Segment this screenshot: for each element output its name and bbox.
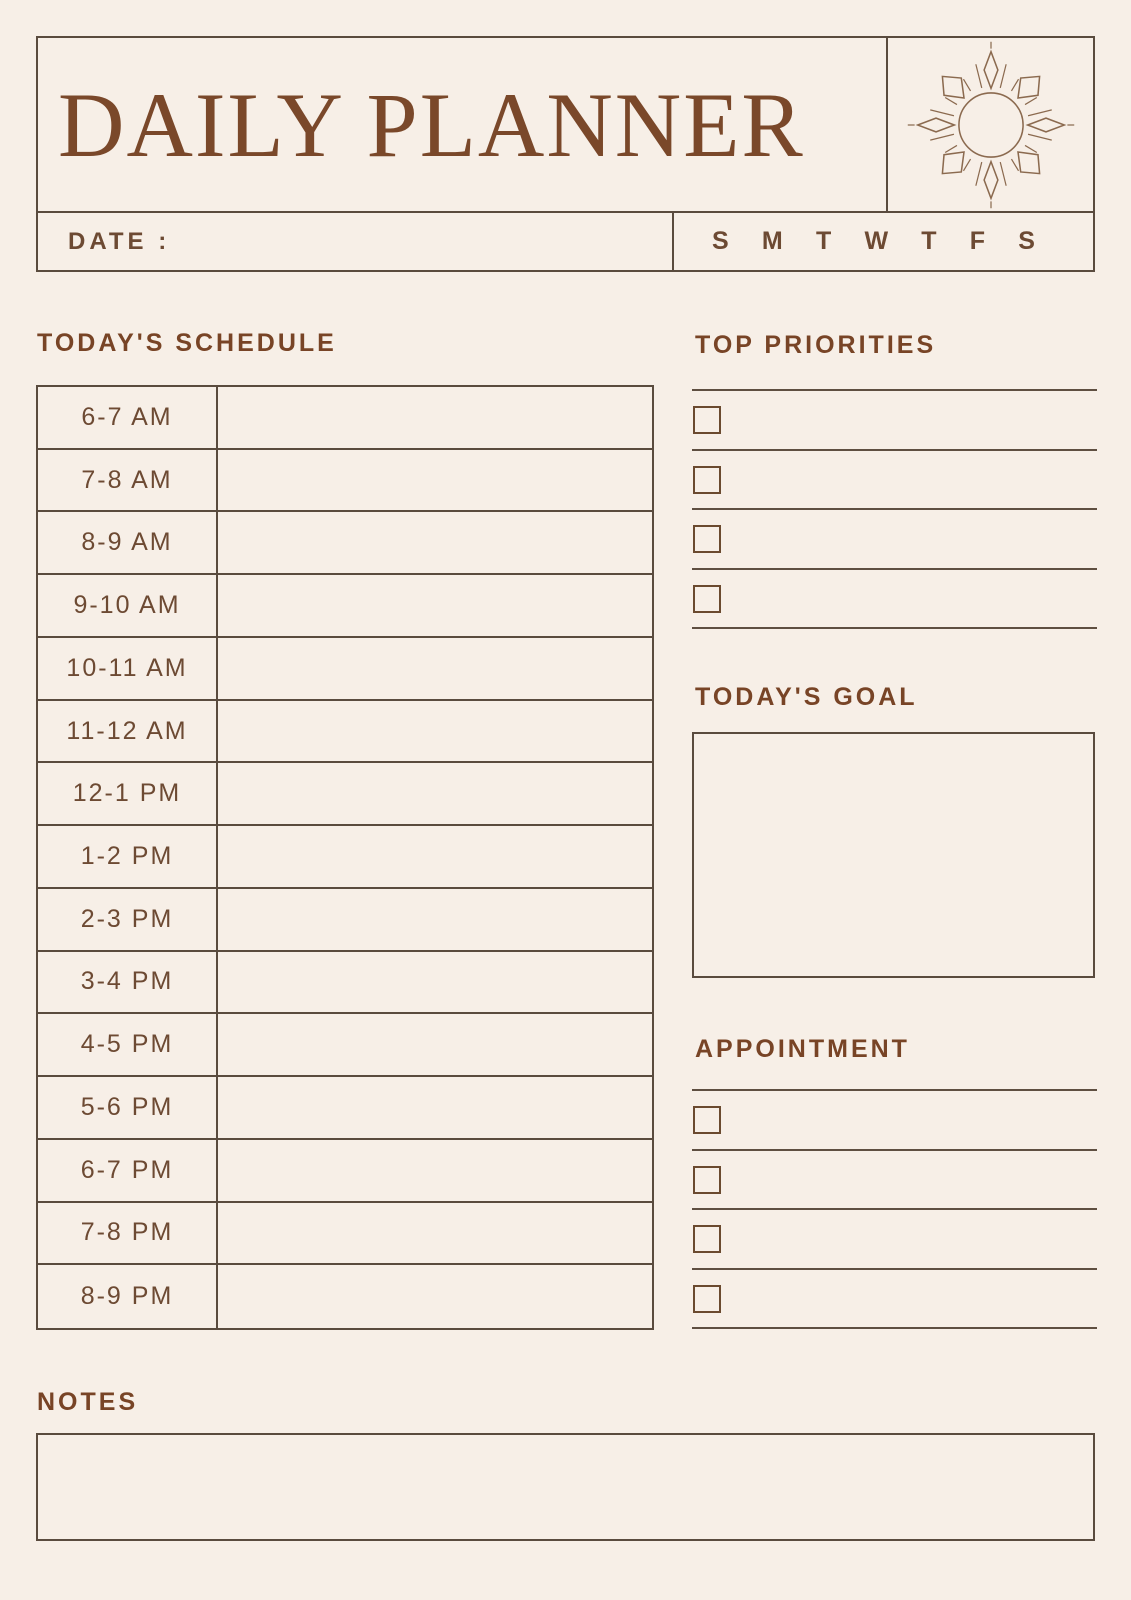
- sun-icon: [907, 41, 1075, 209]
- schedule-row: [38, 1265, 652, 1328]
- schedule-entry-input[interactable]: [218, 1014, 652, 1075]
- time-slot-label: 10-11 AM: [38, 638, 218, 699]
- priority-item: [692, 451, 1097, 511]
- time-slot-label: 4-5 PM: [38, 1014, 218, 1075]
- priority-item: [692, 510, 1097, 570]
- schedule-row: [38, 889, 652, 952]
- schedule-entry-input[interactable]: [218, 889, 652, 950]
- weekday-tuesday[interactable]: T: [815, 227, 832, 255]
- priority-checkbox[interactable]: [693, 406, 721, 434]
- schedule-row: [38, 952, 652, 1015]
- schedule-row: [38, 512, 652, 575]
- schedule-row: [38, 1077, 652, 1140]
- weekday-sunday[interactable]: S: [712, 227, 729, 255]
- time-slot-label: 8-9 PM: [38, 1265, 218, 1328]
- appointment-checkbox[interactable]: [693, 1106, 721, 1134]
- schedule-entry-input[interactable]: [218, 1203, 652, 1264]
- time-slot-label: 5-6 PM: [38, 1077, 218, 1138]
- weekday-saturday[interactable]: S: [1018, 227, 1035, 255]
- planner-header: [36, 36, 1095, 272]
- weekday-selector: [674, 213, 1093, 270]
- header-decoration-cell: [886, 38, 1093, 211]
- date-input[interactable]: [170, 213, 672, 270]
- header-date-row: [38, 213, 1093, 270]
- priority-text-input[interactable]: [721, 510, 1097, 568]
- priority-item: [692, 391, 1097, 451]
- schedule-entry-input[interactable]: [218, 512, 652, 573]
- time-slot-label: 2-3 PM: [38, 889, 218, 950]
- schedule-entry-input[interactable]: [218, 763, 652, 824]
- appointment-checkbox[interactable]: [693, 1225, 721, 1253]
- time-slot-label: 7-8 PM: [38, 1203, 218, 1264]
- goal-heading: TODAY'S GOAL: [695, 683, 918, 711]
- time-slot-label: 1-2 PM: [38, 826, 218, 887]
- schedule-entry-input[interactable]: [218, 1265, 652, 1328]
- time-slot-label: 12-1 PM: [38, 763, 218, 824]
- time-slot-label: 11-12 AM: [38, 701, 218, 762]
- time-slot-label: 6-7 PM: [38, 1140, 218, 1201]
- notes-input-box[interactable]: [36, 1433, 1095, 1541]
- appointment-checkbox[interactable]: [693, 1166, 721, 1194]
- appointment-item: [692, 1270, 1097, 1330]
- schedule-row: [38, 450, 652, 513]
- priority-text-input[interactable]: [721, 391, 1097, 449]
- schedule-row: [38, 701, 652, 764]
- schedule-entry-input[interactable]: [218, 1077, 652, 1138]
- time-slot-label: 3-4 PM: [38, 952, 218, 1013]
- priority-text-input[interactable]: [721, 451, 1097, 509]
- schedule-row: [38, 1014, 652, 1077]
- weekday-wednesday[interactable]: W: [864, 227, 889, 255]
- appointment-heading: APPOINTMENT: [695, 1035, 910, 1063]
- schedule-row: [38, 575, 652, 638]
- weekday-monday[interactable]: M: [761, 227, 783, 255]
- appointment-item: [692, 1151, 1097, 1211]
- date-field: [38, 213, 674, 270]
- appointment-text-input[interactable]: [721, 1091, 1097, 1149]
- time-slot-label: 7-8 AM: [38, 450, 218, 511]
- weekday-thursday[interactable]: T: [921, 227, 937, 255]
- schedule-entry-input[interactable]: [218, 826, 652, 887]
- schedule-table: [36, 385, 654, 1330]
- schedule-heading: TODAY'S SCHEDULE: [37, 329, 337, 357]
- schedule-entry-input[interactable]: [218, 387, 652, 448]
- schedule-row: [38, 1140, 652, 1203]
- priority-checkbox[interactable]: [693, 525, 721, 553]
- title-cell: [38, 38, 886, 211]
- schedule-entry-input[interactable]: [218, 952, 652, 1013]
- time-slot-label: 9-10 AM: [38, 575, 218, 636]
- schedule-entry-input[interactable]: [218, 638, 652, 699]
- date-label: DATE :: [68, 227, 171, 255]
- priority-checkbox[interactable]: [693, 466, 721, 494]
- schedule-row: [38, 387, 652, 450]
- schedule-row: [38, 826, 652, 889]
- priority-text-input[interactable]: [721, 570, 1097, 628]
- appointment-text-input[interactable]: [721, 1210, 1097, 1268]
- appointment-checkbox[interactable]: [693, 1285, 721, 1313]
- schedule-entry-input[interactable]: [218, 450, 652, 511]
- appointment-item: [692, 1210, 1097, 1270]
- appointment-text-input[interactable]: [721, 1151, 1097, 1209]
- appointment-text-input[interactable]: [721, 1270, 1097, 1328]
- priorities-list: [692, 389, 1097, 629]
- weekday-friday[interactable]: F: [969, 227, 986, 255]
- notes-heading: NOTES: [37, 1388, 139, 1416]
- schedule-row: [38, 638, 652, 701]
- priority-checkbox[interactable]: [693, 585, 721, 613]
- time-slot-label: 6-7 AM: [38, 387, 218, 448]
- schedule-entry-input[interactable]: [218, 1140, 652, 1201]
- priorities-heading: TOP PRIORITIES: [695, 331, 937, 359]
- header-title-row: [38, 38, 1093, 213]
- schedule-row: [38, 1203, 652, 1266]
- schedule-entry-input[interactable]: [218, 701, 652, 762]
- appointment-list: [692, 1089, 1097, 1329]
- schedule-entry-input[interactable]: [218, 575, 652, 636]
- time-slot-label: 8-9 AM: [38, 512, 218, 573]
- goal-input-box[interactable]: [692, 732, 1095, 978]
- appointment-item: [692, 1091, 1097, 1151]
- priority-item: [692, 570, 1097, 630]
- page-title: DAILY PLANNER: [58, 73, 805, 176]
- schedule-row: [38, 763, 652, 826]
